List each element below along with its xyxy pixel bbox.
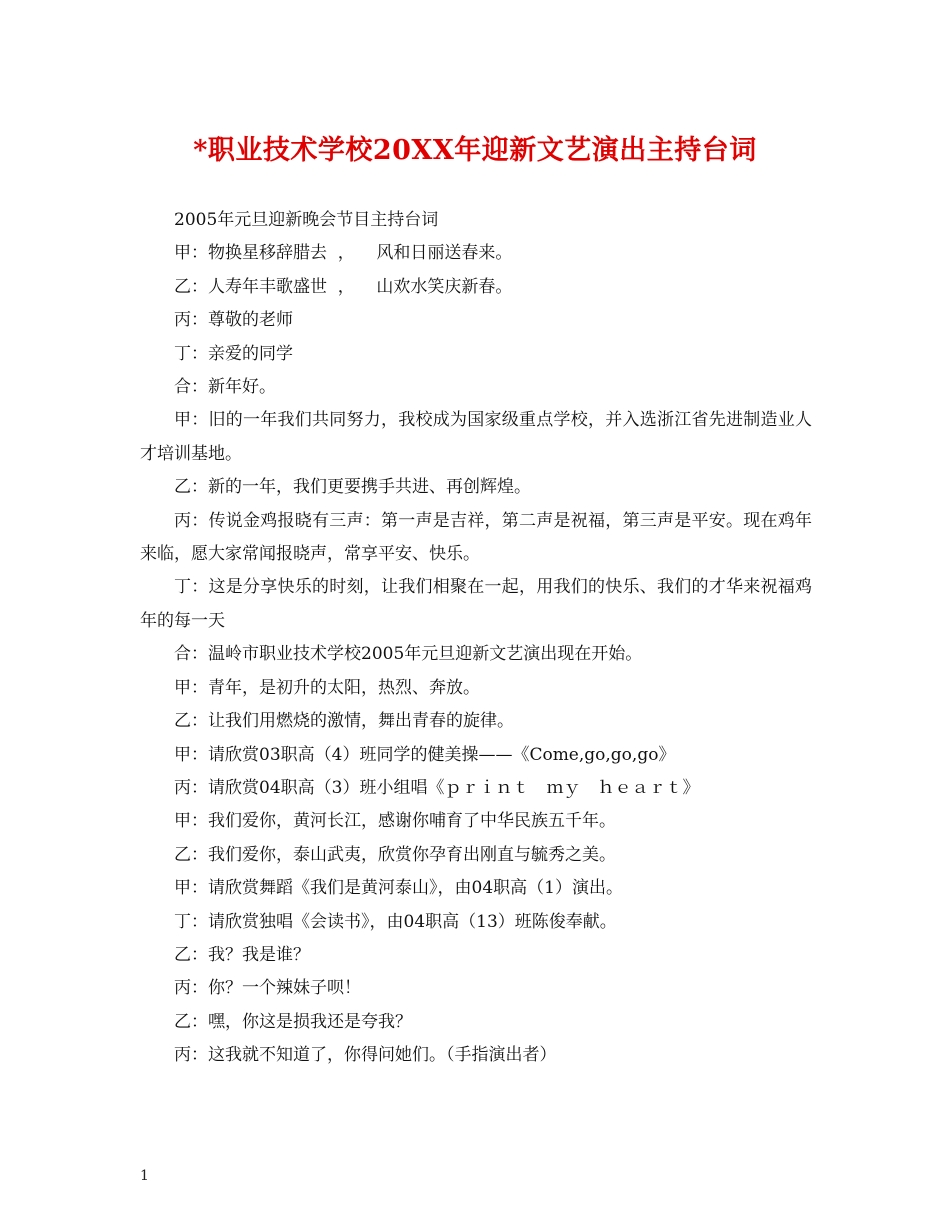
paragraph: 2005年元旦迎新晚会节目主持台词 — [174, 210, 439, 230]
paragraph: 甲：请欣赏03职高（4）班同学的健美操——《Come,go,go,go》 — [174, 744, 676, 765]
paragraph: 乙：新的一年，我们更要携手共进、再创辉煌。 — [174, 477, 531, 498]
paragraph: 丙：传说金鸡报晓有三声：第一声是吉祥，第二声是祝福，第三声是平安。现在鸡年来临，愿大家常闻报晓声，常享平安、快乐。 — [140, 510, 812, 565]
paragraph: 乙：让我们用燃烧的激情，舞出青春的旋律。 — [174, 711, 514, 732]
paragraph: 甲：物换星移辞腊去 ， 风和日丽送春来。 — [174, 243, 513, 264]
document-body — [140, 204, 812, 1073]
paragraph: 合：温岭市职业技术学校2005年元旦迎新文艺演出现在开始。 — [174, 644, 643, 665]
paragraph: 甲：请欣赏舞蹈《我们是黄河泰山》，由04职高（1）演出。 — [174, 878, 623, 899]
paragraph: 丙：这我就不知道了，你得问她们。（手指演出者） — [174, 1045, 557, 1066]
page-number: 1 — [140, 1168, 149, 1184]
paragraph: 丙：尊敬的老师 — [174, 310, 293, 331]
paragraph: 乙：嘿，你这是损我还是夸我？ — [174, 1011, 412, 1032]
paragraph: 乙：我？我是谁？ — [174, 944, 310, 965]
paragraph: 丁：这是分享快乐的时刻，让我们相聚在一起，用我们的快乐、我们的才华来祝福鸡年的每一天 — [140, 577, 812, 631]
paragraph: 丁：亲爱的同学 — [174, 343, 293, 364]
paragraph: 丁：请欣赏独唱《会读书》，由04职高（13）班陈俊奉献。 — [174, 911, 617, 932]
paragraph: 乙：我们爱你，泰山武夷，欣赏你孕育出刚直与毓秀之美。 — [174, 844, 616, 865]
paragraph: 甲：旧的一年我们共同努力，我校成为国家级重点学校，并入选浙江省先进制造业人才培训基地。 — [140, 410, 812, 464]
paragraph: 合：新年好。 — [174, 377, 276, 398]
paragraph: 丙：请欣赏04职高（3）班小组唱《ｐｒｉｎｔ ｍｙ ｈｅａｒｔ》 — [174, 777, 700, 798]
paragraph: 甲：我们爱你，黄河长江，感谢你哺育了中华民族五千年。 — [174, 811, 616, 832]
paragraph: 甲：青年，是初升的太阳，热烈、奔放。 — [174, 677, 480, 698]
paragraph: 乙：人寿年丰歌盛世 ， 山欢水笑庆新春。 — [174, 276, 513, 297]
document-title: *职业技术学校20XX年迎新文艺演出主持台词 — [193, 135, 757, 166]
paragraph: 丙：你？一个辣妹子呗！ — [174, 978, 361, 999]
